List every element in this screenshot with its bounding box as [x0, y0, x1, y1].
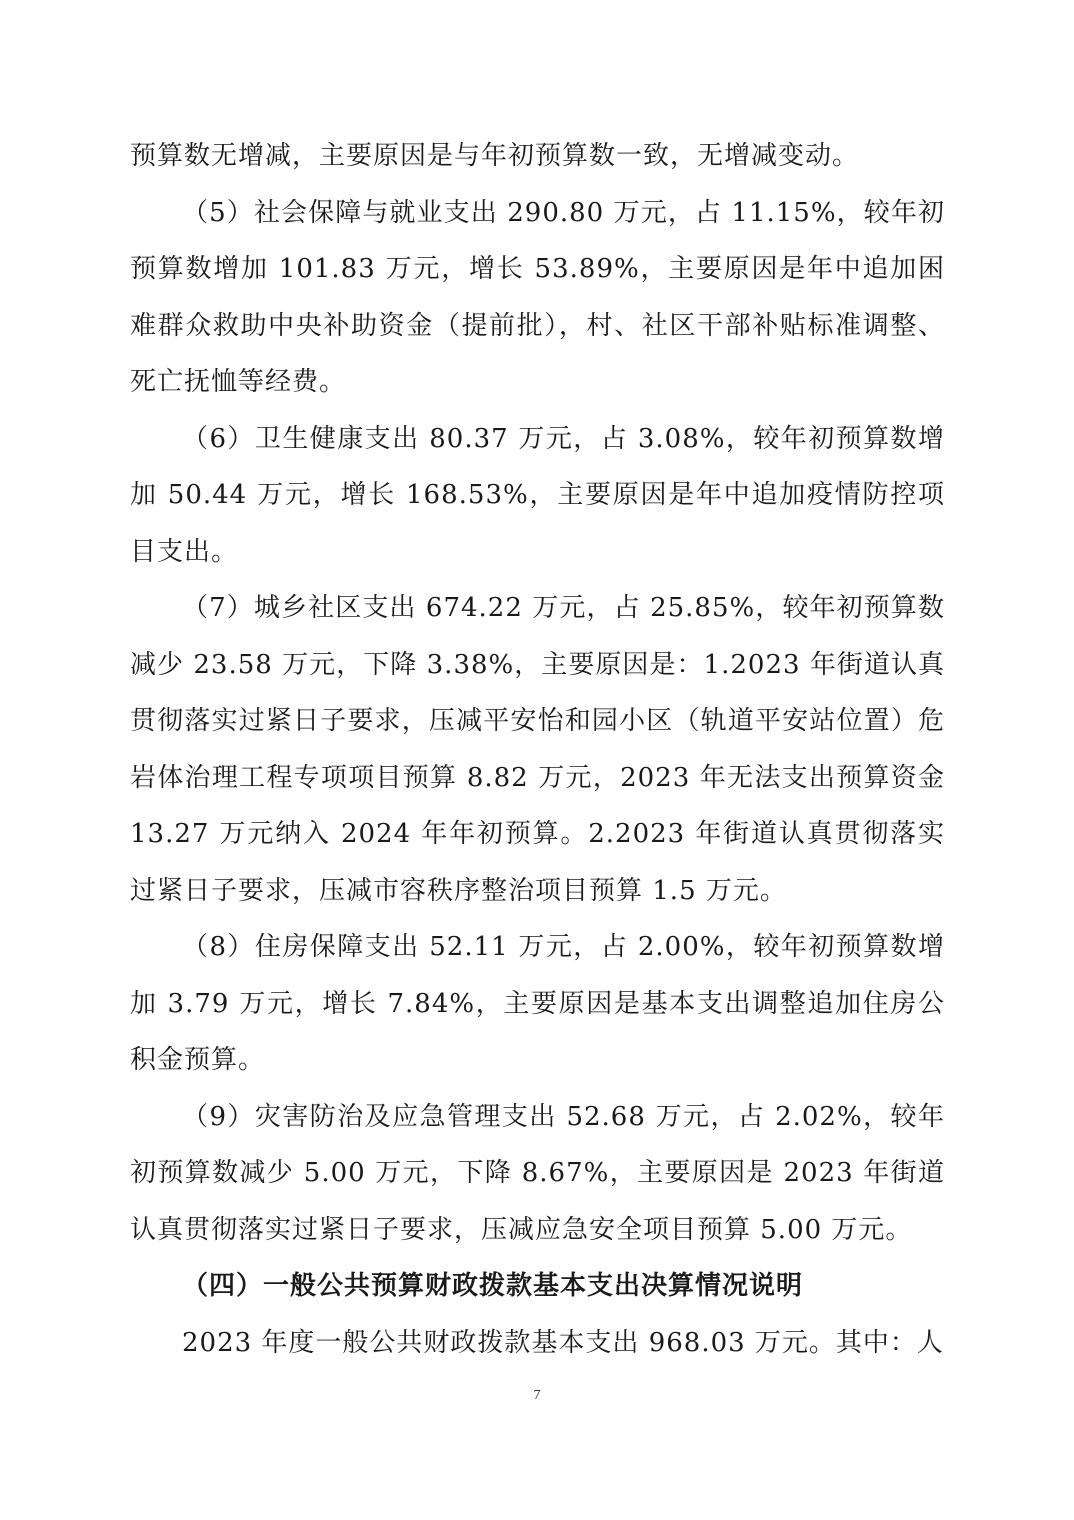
paragraph-health: （6）卫生健康支出 80.37 万元，占 3.08%，较年初预算数增加 50.44 万元，增长 168.53%，主要原因是年中追加疫情防控项目支出。	[130, 423, 945, 567]
paragraph-housing: （8）住房保障支出 52.11 万元，占 2.00%，较年初预算数增加 3.79 万元，增长 7.84%，主要原因是基本支出调整追加住房公积金预算。	[130, 932, 945, 1075]
paragraph-urban-rural-community: （7）城乡社区支出 674.22 万元，占 25.85%，较年初预算数减少 23.58 万元，下降 3.38%，主要原因是：1.2023 年街道认真贯彻落实过紧日子要求，压减平安怡和园小区（轨道平安站位置）危岩体治理工程专项项目预算 8.82 万元，2023 年无法支出预算资金 13.27 万元纳入 2024 年年初预算。2.2023 年街道认真贯彻落实过紧日子要求，压减市容秩序整治项目预算 1.5 万元。	[130, 593, 945, 906]
paragraph-continuation: 预算数无增减，主要原因是与年初预算数一致，无增减变动。	[130, 141, 860, 171]
document-body	[130, 128, 945, 1371]
section-heading: （四）一般公共预算财政拨款基本支出决算情况说明	[182, 1271, 804, 1301]
paragraph-social-security: （5）社会保障与就业支出 290.80 万元，占 11.15%，较年初预算数增加 101.83 万元，增长 53.89%，主要原因是年中追加困难群众救助中央补助资金（提前批），村、社区干部补贴标准调整、死亡抚恤等经费。	[130, 197, 945, 397]
page-number: 7	[533, 1388, 541, 1403]
paragraph-basic-expenditure: 2023 年度一般公共财政拨款基本支出 968.03 万元。其中：人	[182, 1327, 944, 1358]
paragraph-disaster-prevention: （9）灾害防治及应急管理支出 52.68 万元，占 2.02%，较年初预算数减少 5.00 万元，下降 8.67%，主要原因是 2023 年街道认真贯彻落实过紧日子要求，压减应急安全项目预算 5.00 万元。	[130, 1101, 945, 1245]
